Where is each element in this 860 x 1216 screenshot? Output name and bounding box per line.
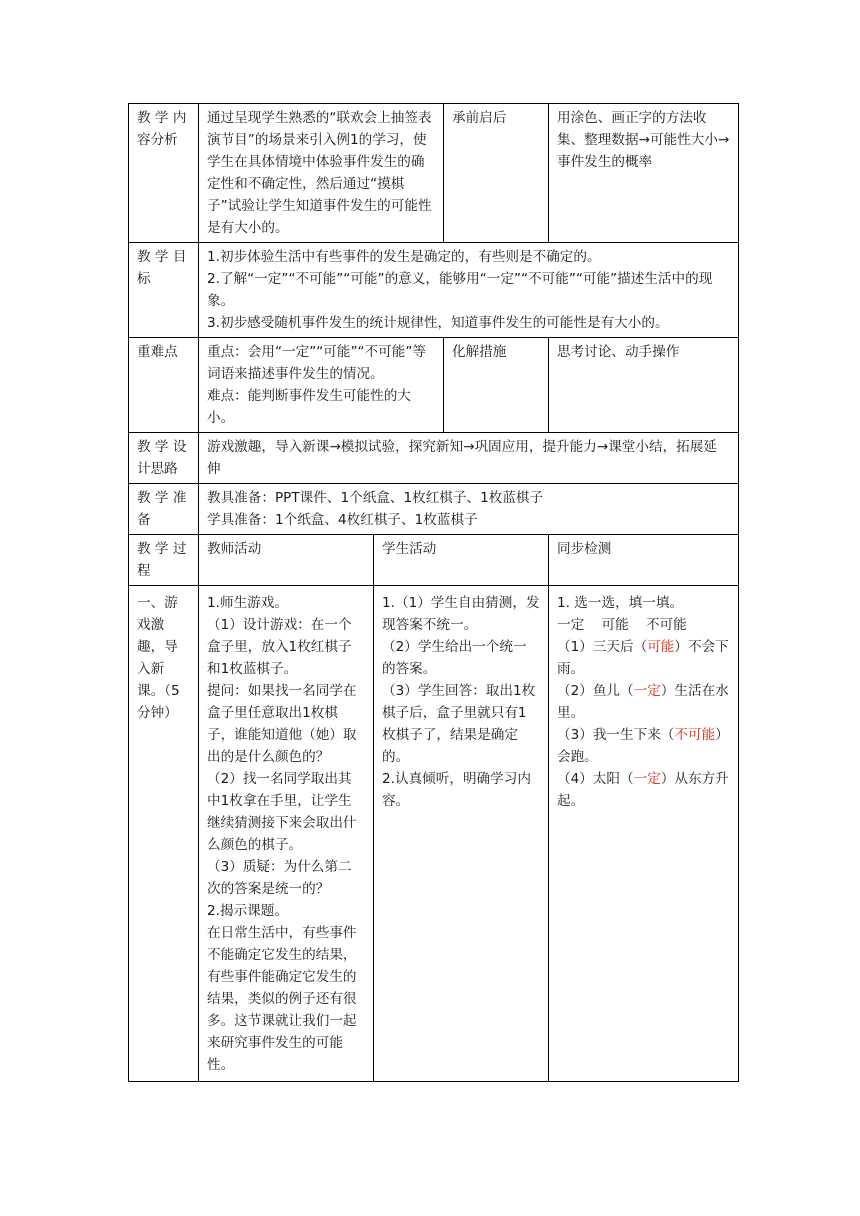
- teacher-step: （3）质疑：为什么第二次的答案是统一的？: [207, 859, 352, 897]
- measures-text: 思考讨论、动手操作: [549, 338, 739, 433]
- answer-text: 一定: [633, 771, 661, 787]
- student-activity-cell: [374, 586, 549, 1082]
- row-key-points: [129, 338, 739, 433]
- question-text: ）从东方升起。: [557, 771, 729, 809]
- teacher-step: 2.揭示课题。: [207, 903, 288, 919]
- student-step: （3）学生回答：取出1枚棋子后，盒子里就只有1枚棋子了，结果是确定的。: [382, 683, 536, 765]
- student-step: 2.认真倾听，明确学习内容。: [382, 771, 531, 809]
- label-key-points: 重难点: [129, 338, 199, 433]
- design-text: 游戏激趣，导入新课→模拟试验，探究新知→巩固应用，提升能力→课堂小结，拓展延伸: [199, 433, 739, 484]
- row-preparation: [129, 484, 739, 535]
- row-stage-1: [129, 586, 739, 1082]
- objective-item: 3.初步感受随机事件发生的统计规律性，知道事件发生的可能性是有大小的。: [207, 315, 669, 331]
- objective-item: 1.初步体验生活中有些事件的发生是确定的，有些则是不确定的。: [207, 249, 601, 265]
- teacher-step: （2）找一名同学取出其中1枚拿在手里，让学生继续猜测接下来会取出什么颜色的棋子。: [207, 771, 357, 853]
- question-text: ）不会下雨。: [557, 639, 729, 677]
- row-design: [129, 433, 739, 484]
- answer-text: 可能: [647, 639, 675, 655]
- question-text: （4）太阳（: [557, 771, 634, 787]
- key-point-text: 重点：会用“一定”“可能”“不可能”等词语来描述事件发生的情况。: [207, 344, 426, 382]
- stage-label: 一、游戏激趣，导入新课。（5分钟）: [129, 586, 199, 1082]
- label-process: 教 学 过程: [129, 535, 199, 586]
- exercise-title: 1. 选一选，填一填。: [557, 595, 684, 611]
- question-text: ）生活在水里。: [557, 683, 729, 721]
- connection-text: 用涂色、画正字的方法收集、整理数据→可能性大小→事件发生的概率: [549, 104, 739, 243]
- teacher-step: 在日常生活中，有些事件不能确定它发生的结果，有些事件能确定它发生的结果，类似的例子还有很多。这节课就让我们一起来研究事件发生的可能性。: [207, 925, 357, 1073]
- key-points-cell: [199, 338, 444, 433]
- question-text: （1）三天后（: [557, 639, 648, 655]
- content-analysis-text: 通过呈现学生熟悉的“联欢会上抽签表演节目”的场景来引入例1的学习，使学生在具体情境中体验事件发生的确定性和不确定性，然后通过“摸棋子”试验让学生知道事件发生的可能性是有大小的。: [199, 104, 444, 243]
- preparation-cell: [199, 484, 739, 535]
- answer-text: 一定: [633, 683, 661, 699]
- header-sync-check: 同步检测: [549, 535, 739, 586]
- label-design: 教 学 设计思路: [129, 433, 199, 484]
- teacher-step: （1）设计游戏：在一个盒子里，放入1枚红棋子和1枚蓝棋子。: [207, 617, 352, 677]
- label-preparation: 教 学 准备: [129, 484, 199, 535]
- difficult-point-text: 难点：能判断事件发生可能性的大小。: [207, 388, 411, 426]
- answer-text: 不可能: [674, 727, 716, 743]
- student-prep-text: 学具准备：1个纸盒、4枚红棋子、1枚蓝棋子: [207, 512, 478, 528]
- teacher-activity-cell: [199, 586, 374, 1082]
- student-step: 1.（1）学生自由猜测，发现答案不统一。: [382, 595, 540, 633]
- teacher-prep-text: 教具准备：PPT课件、1个纸盒、1枚红棋子、1枚蓝棋子: [207, 490, 544, 506]
- label-connection: 承前启后: [444, 104, 549, 243]
- objective-item: 2.了解“一定”“不可能”“可能”的意义，能够用“一定”“不可能”“可能”描述生活中的现象。: [207, 271, 713, 309]
- student-step: （2）学生给出一个统一的答案。: [382, 639, 527, 677]
- exercise-question-2: [557, 680, 730, 724]
- label-measures: 化解措施: [444, 338, 549, 433]
- teacher-step: 1.师生游戏。: [207, 595, 288, 611]
- exercise-options: 一定 可能 不可能: [557, 617, 687, 633]
- header-student-activity: 学生活动: [374, 535, 549, 586]
- header-teacher-activity: 教师活动: [199, 535, 374, 586]
- exercise-question-1: [557, 636, 730, 680]
- question-text: ）会跑。: [557, 727, 729, 765]
- question-text: （3）我一生下来（: [557, 727, 675, 743]
- exercise-question-3: [557, 724, 730, 768]
- label-objectives: 教 学 目标: [129, 243, 199, 338]
- row-objectives: [129, 243, 739, 338]
- question-text: （2）鱼儿（: [557, 683, 634, 699]
- row-process-header: [129, 535, 739, 586]
- exercise-question-4: [557, 768, 730, 812]
- lesson-plan-table: [128, 103, 739, 1082]
- label-content-analysis: 教 学 内容分析: [129, 104, 199, 243]
- teacher-step: 提问：如果找一名同学在盒子里任意取出1枚棋子，谁能知道他（她）取出的是什么颜色的？: [207, 683, 357, 765]
- row-content-analysis: [129, 104, 739, 243]
- objectives-cell: [199, 243, 739, 338]
- sync-check-cell: [549, 586, 739, 1082]
